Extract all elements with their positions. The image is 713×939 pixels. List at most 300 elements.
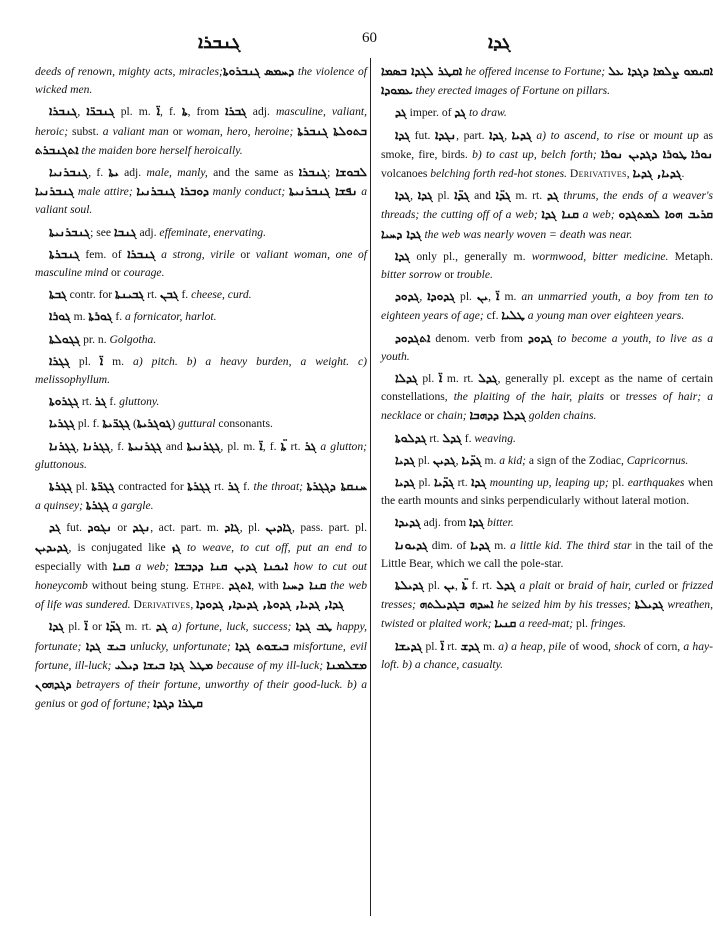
entry-text: , f. [88, 166, 109, 180]
entry-text: , pl. [239, 521, 266, 535]
dictionary-entry [35, 477, 367, 515]
syriac-term: ܓܕܫ [460, 638, 480, 653]
syriac-term: ܓܓܪܬܐ [49, 479, 73, 494]
syriac-term: ܛܠܝܐ [501, 308, 525, 323]
syriac-term: ܒܝܫܘܬ ܓܕܐ [235, 638, 289, 653]
syriac-term: ܢܘܪܐ [691, 146, 713, 161]
entry-text: , [488, 290, 497, 304]
dictionary-entry [381, 369, 713, 426]
syriac-term: ܝܢ [443, 578, 455, 593]
syriac-term: ܓܕ̈ܐ [106, 619, 122, 634]
entry-text: , from [187, 105, 226, 119]
syriac-term: ܓܒܪܐ [225, 104, 247, 119]
gloss-text: thrums, the ends of a weaver's threads; the cutting off of a web; [381, 189, 713, 222]
gloss-text: tresses of hair; [625, 390, 702, 404]
syriac-term: ܒܬܘܠܬܐ ܓܢܒܪܬܐ ܐܬܓܢܒܪܬ [35, 123, 367, 157]
entry-text: rt. [78, 395, 95, 409]
gloss-text: a glutton; gluttonous. [35, 439, 367, 471]
syriac-term: ܓܕܐ [395, 127, 411, 142]
dictionary-entry [35, 437, 367, 474]
gloss-text: gluttony. [119, 395, 160, 409]
dictionary-entry [381, 513, 713, 532]
entry-text: f. [112, 310, 126, 324]
syriac-term: ܓܓܘܠܬܐ [49, 331, 81, 346]
gloss-text: a) pitch. [133, 354, 178, 368]
gloss-text: a reed-mat; [516, 617, 574, 631]
gloss-text: how to cut out honeycomb [35, 559, 368, 593]
gloss-text: unlucky, unfortunate; [125, 639, 231, 653]
dictionary-entry [381, 451, 713, 470]
syriac-term: ܓܘܪܬܐ [88, 309, 113, 324]
gloss-text: valiant woman, one of masculine mind [35, 247, 367, 280]
entry-text: . [681, 167, 685, 181]
syriac-term: ܓܪ [304, 438, 317, 453]
entry-text: pl. [573, 617, 591, 631]
entry-text: pl. [415, 453, 433, 467]
entry-text: pl. [69, 354, 100, 368]
syriac-term: ܓܕܘܕ [527, 330, 553, 345]
dictionary-entry [381, 287, 713, 325]
syriac-term: ܐ̈ [496, 289, 500, 304]
entry-text: ) [171, 417, 179, 431]
gloss-text: trouble. [456, 268, 493, 282]
syriac-term: ܓܕܝܘܢܐ [395, 537, 428, 552]
dictionary-entry [35, 163, 367, 220]
dictionary-entry [381, 126, 713, 184]
syriac-term: ܓܢܒܪܢܝܬܐ [49, 224, 91, 239]
syriac-term: ܓܢܒܪܬܐ [49, 246, 80, 261]
entry-text: pl. [424, 579, 444, 593]
syriac-term: ܐܬܓܕܘܕ [395, 330, 431, 345]
entry-text: pl. [455, 290, 477, 304]
entry-text: m. [490, 538, 511, 552]
entry-text: , with [251, 579, 283, 593]
syriac-term: ܓܕܝܠܬܐ [634, 597, 664, 612]
entry-text: pl. [72, 480, 92, 494]
gloss-text: the plaiting of the hair, plaits [453, 390, 605, 404]
gloss-text: a web; [578, 208, 615, 222]
gloss-text: a kid; [499, 453, 526, 467]
entry-text: and the same as [207, 166, 299, 180]
entry-text: pl. [608, 476, 628, 490]
gloss-text: because of my ill-luck; [213, 658, 324, 672]
dictionary-entry [35, 62, 367, 99]
syriac-term: ܓܕܝܕܐ [395, 515, 421, 530]
syriac-term: ܢܓܕܐ [435, 127, 457, 142]
gloss-text: b) a genius [35, 678, 368, 711]
gloss-text: chain; [437, 409, 467, 423]
syriac-term: ܓܕܐ [395, 248, 411, 263]
syriac-term: ܬ̈ܐ [461, 578, 468, 593]
syriac-term: ܓܕܐ [489, 127, 505, 142]
syriac-term: ܓܕ̈ܝܐ [461, 452, 482, 467]
syriac-term: ܓܕܐ [49, 619, 65, 634]
entry-text: , act. part. m. [150, 521, 225, 535]
gloss-text: a fornicator, harlot. [125, 310, 217, 324]
syriac-term: ܐ̈ [259, 438, 263, 453]
gloss-text: the web was nearly woven = death was near. [421, 227, 633, 241]
entry-text: pl. [422, 639, 441, 653]
entry-text: fut. [410, 128, 436, 142]
syriac-term: ܐܩܝܡܘ ܨܠܡܐ ܕܓܕܐ ܥܠ ܥܡܘܕܐ [381, 64, 713, 98]
syriac-term: ܐ̈ [438, 371, 443, 386]
syriac-term: ܓܓܪܢܐ [83, 438, 111, 453]
dictionary-entry [381, 62, 713, 100]
entry-text: imper. of [406, 106, 455, 120]
entry-text: , [419, 290, 428, 304]
syriac-term: ܓܕܝܐ [395, 475, 416, 490]
gloss-text: bitter sorrow [381, 268, 442, 282]
syriac-term: ܐܝܟܢܐ ܓܕܝܢ ܩܢܐ ܕܕܒܫܐ [174, 558, 289, 573]
gloss-text: the web of life was sundered. [35, 579, 367, 612]
gloss-text: mounting up, leaping up; [486, 476, 609, 490]
entry-text: , generally pl. except as the name of certain constellations, [381, 372, 713, 404]
syriac-term: ܓܙ [171, 539, 181, 554]
gloss-text: a hay-loft. [381, 639, 713, 671]
syriac-term: ܓܕܐ [471, 475, 487, 490]
syriac-term: ܢܓܕ [132, 520, 151, 535]
syriac-term: ܐ̈ [440, 638, 445, 653]
entry-text: , pl. m. [220, 439, 260, 453]
entry-text: of wood, [566, 639, 615, 653]
syriac-term: ܓܕ̈ܝܐ [434, 475, 455, 490]
entry-text: , [504, 128, 512, 142]
dictionary-entry [35, 223, 367, 242]
entry-text: f. rt. [467, 579, 497, 593]
entry-text: , part. [456, 128, 490, 142]
syriac-term: ܓܓܪܬܐ [85, 498, 110, 513]
syriac-term: ܐ̈ [99, 353, 104, 368]
syriac-term: ܓܕܝܫܐ [395, 638, 423, 653]
entry-text: adj. [246, 105, 276, 119]
gloss-text: wormwood, bitter medicine. [531, 249, 669, 263]
entry-text: , [454, 579, 462, 593]
syriac-term: ܓܕܐ [469, 515, 485, 530]
syriac-term: ܓܕ̈ܐ [454, 188, 470, 203]
gloss-text: he seized him by his tresses; [493, 598, 632, 612]
gloss-text: fringes. [590, 617, 626, 631]
gloss-text: the throat; [253, 480, 304, 494]
entry-text: or [550, 579, 569, 593]
gloss-text: c) melissophyllum. [35, 354, 368, 387]
entry-text: rt. [210, 480, 228, 494]
gloss-text: a) a heap, pile [498, 639, 567, 653]
syriac-term: ܓܓܪܝܐ [49, 416, 75, 431]
entry-text: m. [481, 453, 500, 467]
gloss-text: masculine, valiant, heroic; [35, 105, 368, 138]
syriac-term: ܩܛܪܐ ܕܓܕܐ [153, 696, 203, 711]
gloss-text: earthquakes [627, 476, 685, 490]
entry-text: pl. [417, 372, 439, 386]
entry-text: when the earth mounts and sinks perpendicularly without lateral motion. [381, 476, 713, 508]
right-column [381, 62, 713, 677]
syriac-term: ܬܐ [181, 104, 188, 119]
syriac-term: ܓܢܒܐ [113, 224, 137, 239]
entry-text: or [108, 266, 124, 280]
syriac-term: ܓܕܝܠܬܐ [395, 578, 425, 593]
dictionary-entry [35, 102, 367, 160]
gloss-text: braid of hair, curled [568, 579, 665, 593]
syriac-term: ܓܕܘܕ [395, 289, 420, 304]
dictionary-entry [35, 392, 367, 411]
gloss-text: god of fortune; [80, 697, 151, 711]
entry-text: ; [327, 166, 336, 180]
entry-text: , f. [110, 439, 129, 453]
syriac-term: ܐܬܓܕ [228, 578, 252, 593]
entry-text: subst. [68, 124, 103, 138]
entry-text: of corn, [640, 639, 684, 653]
smallcaps-label: Derivatives [133, 598, 191, 612]
syriac-term: ܓܕ [546, 188, 559, 203]
entry-text: , is conjugated like [68, 540, 172, 554]
entry-text: pl. [415, 476, 435, 490]
running-head-right: ܓܕܐ [488, 32, 511, 52]
gloss-text: effeminate, enervating. [159, 225, 266, 239]
entry-text: adj. from [420, 516, 470, 530]
gloss-text: they erected images of Fortune on pillars. [412, 84, 610, 98]
syriac-term: ܩܢܐ ܓܕܐ [541, 207, 579, 222]
entry-text: adj. [118, 166, 147, 180]
syriac-term: ܓܪ [94, 394, 107, 409]
syriac-term: ܝܢ [476, 289, 489, 304]
syriac-term: ܒܝܫ ܓܕܐ [85, 638, 126, 653]
syriac-term: ܓܕܝܐ [470, 537, 491, 552]
entry-text: , [455, 453, 462, 467]
entry-text: or [634, 128, 654, 142]
entry-text [349, 355, 358, 368]
smallcaps-label: Ethpe. [192, 579, 225, 593]
syriac-term: ܩܢܐ [112, 558, 130, 573]
syriac-term: ܓܐܕ [224, 520, 240, 535]
syriac-term: ܩܢܐ ܕܚܝܐ [282, 578, 327, 593]
syriac-term: ܓܕܠܐ ܕܕܗܒܐ [469, 408, 526, 423]
left-column [35, 62, 367, 717]
entry-text: contr. for [66, 288, 116, 302]
syriac-term: ܓܕܠܐ [395, 371, 418, 386]
syriac-term: ܐ̈ [156, 104, 161, 119]
gloss-text: the violence of wicked men. [35, 65, 367, 97]
entry-text: , [77, 105, 87, 119]
gloss-text: b) to cast up, belch forth; [472, 147, 597, 161]
dictionary-entry [35, 617, 367, 713]
entry-text: and [469, 189, 496, 203]
entry-text: m. [103, 354, 134, 368]
syriac-term: ܕܘܒܪܐ ܓܢܒܪܢܝܐ [136, 184, 209, 199]
dictionary-entry [381, 429, 713, 448]
syriac-term: ܢܦܫܐ ܓܢܒܪܢܝܬܐ [288, 184, 358, 199]
gloss-text: a gargle. [109, 499, 154, 513]
gloss-text: betrayers of their fortune, unworthy of their good-luck. [71, 678, 343, 692]
entry-text: , pass. part. pl. [291, 521, 367, 535]
entry-text: or [604, 390, 626, 404]
syriac-term: ܓܪ [227, 479, 240, 494]
entry-text: contracted for [114, 480, 188, 494]
syriac-term: ܓܕܝܢ [432, 452, 456, 467]
gloss-text: a quinsey; [35, 499, 83, 513]
gloss-text: to weave, to cut off, put an end to [180, 540, 367, 554]
gloss-text: to become a youth, to live as a youth. [381, 331, 713, 363]
page-number: 60 [362, 30, 377, 46]
gloss-text: a) to ascend, to rise [531, 128, 635, 142]
dictionary-entry [381, 186, 713, 244]
smallcaps-label: Derivatives [569, 167, 627, 181]
running-head-left: ܓܢܒܪܐ [198, 32, 241, 52]
dictionary-entry [381, 473, 713, 510]
syriac-term: ܓܓܪܘܬܐ [49, 394, 79, 409]
gloss-text: he offered incense to Fortune; [462, 65, 606, 78]
gloss-text: weaving. [474, 431, 516, 445]
entry-text: rt. [444, 639, 461, 653]
gloss-text: deeds of renown, mighty acts, miracles; [35, 65, 223, 78]
entry-text: or [87, 620, 107, 634]
syriac-term: ܛܒ ܓܕܐ [295, 619, 333, 634]
entry-text: rt. [144, 288, 160, 302]
syriac-term: ܓܢܒܪܐ [127, 246, 156, 261]
entry-text: or [441, 268, 457, 282]
syriac-term: ܓܓܪܢܐ [49, 438, 77, 453]
syriac-term: ܓܐܕܝܢ [265, 520, 292, 535]
syriac-term: ܠܒܘܫܐ ܓܢܒܪܢܝܐ [35, 165, 368, 199]
syriac-term: ܓܓܪܢܝܬܐ [186, 438, 221, 453]
gloss-text: a necklace [381, 390, 713, 423]
syriac-term: ܓܢܒܪ̈ܐ [86, 104, 115, 119]
entry-text: volcanoes [381, 167, 431, 181]
dictionary-entry [35, 414, 367, 433]
gloss-text: guttural [178, 417, 216, 431]
syriac-term: ܓܕ [395, 105, 407, 120]
syriac-term: ܬ̈ܐ [280, 438, 287, 453]
entry-text: , [626, 167, 633, 181]
syriac-term: ܓܓܪ̈ܬܐ [91, 479, 115, 494]
gloss-text: frizzed tresses; [381, 579, 713, 612]
syriac-term: ܓܕܠܘܬܐ [395, 430, 427, 445]
entry-text: fut. [60, 521, 88, 535]
entry-text: a sign of the Zodiac, [526, 453, 627, 467]
syriac-term: ܓܓܪ̈ܝܬܐ [102, 416, 131, 431]
syriac-term: ܓܢܒܪܢܝܐ [49, 165, 89, 180]
syriac-term: ܓܓܪܬܐ [187, 479, 211, 494]
syriac-term: ܓܘܪܐ [49, 309, 71, 324]
gloss-text: an unmarried youth, a boy from ten to eighteen years of age; [381, 290, 713, 323]
entry-text: m. [70, 310, 89, 324]
gloss-text: the maiden bore herself heroically. [78, 143, 243, 157]
entry-text: pr. n. [80, 332, 110, 346]
syriac-term: ܡܫܠܡܢܐ ܕܓܕܗܘܢ [35, 657, 367, 692]
syriac-term: ܓܕ [49, 520, 61, 535]
dictionary-entry [381, 247, 713, 284]
dictionary-entry [381, 329, 713, 366]
entry-text: especially with [35, 559, 113, 573]
gloss-text: a valiant soul. [35, 185, 367, 217]
gloss-text: a) fortune, luck, success; [167, 620, 292, 634]
entry-text: or [65, 697, 81, 711]
dictionary-entry [35, 245, 367, 282]
gloss-text: to draw. [466, 106, 507, 120]
entry-text: ; see [90, 225, 114, 239]
entry-text: or [421, 409, 438, 423]
gloss-text: golden chains. [525, 409, 597, 423]
entry-text: ( [130, 417, 137, 431]
entry-text: pl. [432, 189, 455, 203]
entry-text: without being stung. [87, 579, 193, 593]
entry-text: f. [239, 480, 254, 494]
syriac-term: ܕܚܡܣ [263, 64, 295, 78]
entry-text: f. [461, 431, 475, 445]
gloss-text: courage. [123, 266, 165, 280]
syriac-term: ܐ̈ [84, 619, 88, 634]
dictionary-entry [35, 330, 367, 349]
gloss-text: male attire; [74, 185, 133, 199]
gloss-text: a plait [515, 579, 551, 593]
gloss-text: misfortune, evil fortune, ill-luck; [35, 639, 368, 672]
dictionary-entry [381, 637, 713, 674]
syriac-term: ܓܕܐ [395, 188, 411, 203]
gloss-text: plaited work; [429, 617, 492, 631]
syriac-term: ܓܢܒܪܐ [49, 104, 78, 119]
gloss-text: shock [614, 639, 641, 653]
syriac-term: ܓܕܐ, ܓܕܝܐ, ܓܕܘܬܐ, ܓܕܝܕܐ, ܓܕܘܕܐ [196, 597, 344, 612]
syriac-term: ܓܒܝܢܬܐ [115, 287, 145, 302]
entry-text: , f. [262, 439, 281, 453]
entry-text: m. rt. [510, 189, 547, 203]
gloss-text: cheese, curd. [191, 288, 252, 302]
gloss-text: a little kid. The third star [510, 538, 632, 552]
syriac-term: ܝܬܐ [108, 165, 119, 180]
syriac-term: ܓܕܝܐ, ܓܕܝܐ [632, 166, 682, 181]
dictionary-entry [381, 536, 713, 573]
entry-text: pl. [64, 620, 85, 634]
syriac-term: ܩܪܝܒ ܗܘܐ ܠܡܬܓܕܘ ܓܕܐ ܕܚܝܐ [381, 207, 713, 241]
gloss-text: a strong, virile [155, 247, 235, 261]
dictionary-entry [35, 352, 367, 389]
gloss-text: a valiant man [102, 124, 169, 138]
entry-text: cf. [483, 309, 502, 323]
syriac-term: ܩܢܝܐ [494, 616, 517, 631]
entry-text [178, 355, 187, 368]
syriac-term: ܓܓܪܢܝܬܐ [128, 438, 162, 453]
syriac-term: ܓܓܪܐ [49, 353, 70, 368]
entry-text: pl. m. [114, 105, 157, 119]
entry-text: , [76, 439, 84, 453]
syriac-term: ܓܢܒܪܐ [298, 165, 328, 180]
syriac-term: ܓܕܠ [496, 578, 516, 593]
syriac-term: ܢܓܘܕ [87, 520, 112, 535]
syriac-term: ܓܕܝܐ [511, 127, 532, 142]
entry-text: , f. [160, 105, 182, 119]
entry-text: or [664, 579, 683, 593]
entry-text: consonants. [215, 417, 273, 431]
gloss-text: woman, hero, heroine; [186, 124, 294, 138]
entry-text: dim. of [427, 538, 471, 552]
entry-text: and [161, 439, 187, 453]
entry-text: rt. [426, 431, 443, 445]
gloss-text: Capricornus. [626, 453, 689, 467]
dictionary-entry [35, 307, 367, 326]
entry-text: or [234, 247, 256, 261]
syriac-term: ܓܒܬܐ [49, 287, 67, 302]
page-header [0, 30, 704, 54]
entry-text: in the tail of the Little Bear, which we call the pole-star. [381, 538, 713, 570]
entry-text: or [168, 124, 187, 138]
syriac-term: ܓܕܠ [478, 371, 498, 386]
entry-text: rt. [286, 439, 305, 453]
entry-text: or [111, 521, 133, 535]
entry-text: f. [178, 288, 192, 302]
gloss-text: happy, fortunate; [35, 620, 367, 653]
syriac-term: ܓܒܢ [159, 287, 179, 302]
syriac-term: ܚܢܩܬܐ ܕܓܓܪܬܐ [306, 479, 367, 494]
gloss-text: a young man over eighteen years. [524, 309, 685, 323]
